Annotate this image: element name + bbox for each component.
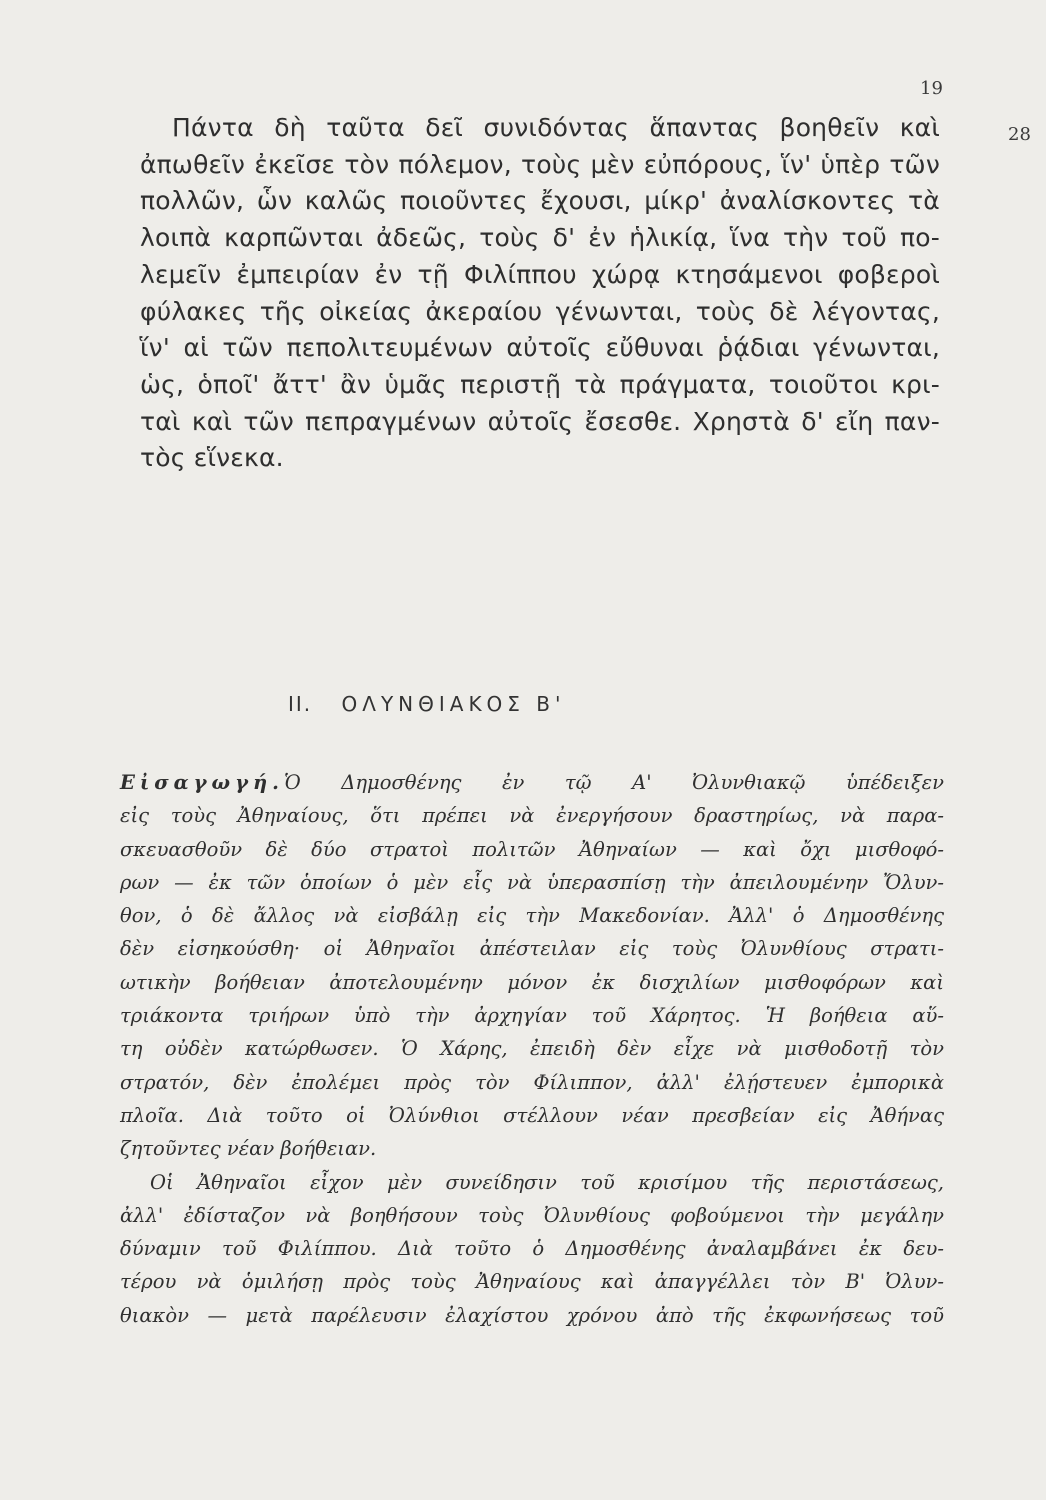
text-line: πλοῖα. Διὰ τοῦτο οἱ Ὀλύνθιοι στέλλουν νέαν πρεσβείαν εἰς Ἀθήνας: [120, 1103, 944, 1127]
text-line: Πάντα δὴ ταῦτα δεῖ συνιδόντας ἅπαντας βοηθεῖν καὶ: [172, 113, 940, 142]
text-line: δὲν εἰσηκούσθη· οἱ Ἀθηναῖοι ἀπέστειλαν εἰς τοὺς Ὀλυνθίους στρατι-: [120, 937, 944, 961]
section-numeral: II.: [288, 692, 313, 716]
text-line: τὸς εἵνεκα.: [140, 443, 284, 473]
intro-first-line: [120, 766, 944, 799]
text-line: στρατόν, δὲν ἐπολέμει πρὸς τὸν Φίλιππον, ἀλλ' ἐλῄστευεν ἐμπορικὰ: [120, 1070, 944, 1094]
text-line: εἰς τοὺς Ἀθηναίους, ὅτι πρέπει νὰ ἐνεργήσουν δραστηρίως, νὰ παρα-: [120, 804, 944, 828]
text-line: τέρου νὰ ὁμιλήσῃ πρὸς τοὺς Ἀθηναίους καὶ ἀπαγγέλλει τὸν Β' Ὀλυν-: [120, 1270, 944, 1294]
text-line: ρων — ἐκ τῶν ὁποίων ὁ μὲν εἷς νὰ ὑπερασπίσῃ τὴν ἀπειλουμένην Ὄλυν-: [120, 870, 944, 894]
intro-lead-word: Εἰσαγωγή.: [120, 771, 284, 794]
page-number: 19: [920, 78, 943, 99]
margin-line-number: 28: [1008, 124, 1031, 145]
text-line: τριάκοντα τριήρων ὑπὸ τὴν ἀρχηγίαν τοῦ Χάρητος. Ἡ βοήθεια αὕ-: [120, 1004, 944, 1028]
section-title: ΟΛΥΝΘΙΑΚΟΣ Β': [341, 692, 566, 716]
text-line: σκευασθοῦν δὲ δύο στρατοὶ πολιτῶν Ἀθηναίων — καὶ ὄχι μισθοφό-: [120, 837, 944, 861]
text-line: ωτικὴν βοήθειαν ἀποτελουμένην μόνον ἐκ δισχιλίων μισθοφόρων καὶ: [120, 970, 944, 994]
text-line: θον, ὁ δὲ ἄλλος νὰ εἰσβάλῃ εἰς τὴν Μακεδονίαν. Ἀλλ' ὁ Δημοσθένης: [120, 904, 944, 928]
text-line: τη οὐδὲν κατώρθωσεν. Ὁ Χάρης, ἐπειδὴ δὲν εἶχε νὰ μισθοδοτῇ τὸν: [120, 1037, 944, 1061]
section-heading: [288, 692, 888, 716]
text-line: λοιπὰ καρπῶνται ἀδεῶς, τοὺς δ' ἐν ἡλικίᾳ, ἵνα τὴν τοῦ πο-: [140, 223, 940, 253]
intro-first-line-rest: Ὁ Δημοσθένης ἐν τῷ Α' Ὀλυνθιακῷ ὑπέδειξεν: [283, 771, 944, 794]
text-line: ἵν' αἱ τῶν πεπολιτευμένων αὐτοῖς εὔθυναι ῥᾴδιαι γένωνται,: [140, 333, 940, 363]
text-line: ἀπωθεῖν ἐκεῖσε τὸν πόλεμον, τοὺς μὲν εὐπόρους, ἵν' ὑπὲρ τῶν: [140, 149, 940, 179]
text-line: ζητοῦντες νέαν βοήθειαν.: [120, 1137, 377, 1161]
text-line: ταὶ καὶ τῶν πεπραγμένων αὐτοῖς ἔσεσθε. Χρηστὰ δ' εἴη παν-: [140, 406, 940, 436]
text-line: δύναμιν τοῦ Φιλίππου. Διὰ τοῦτο ὁ Δημοσθένης ἀναλαμβάνει ἐκ δευ-: [120, 1237, 944, 1261]
text-line: ὡς, ὁποῖ' ἄττ' ἂν ὑμᾶς περιστῇ τὰ πράγματα, τοιοῦτοι κρι-: [140, 369, 940, 399]
greek-original-text: [140, 110, 940, 477]
text-line: πολλῶν, ὧν καλῶς ποιοῦντες ἔχουσι, μίκρ' ἀναλίσκοντες τὰ: [140, 186, 940, 216]
text-line: λεμεῖν ἐμπειρίαν ἐν τῇ Φιλίππου χώρᾳ κτησάμενοι φοβεροὶ: [140, 259, 940, 289]
text-line: Οἱ Ἀθηναῖοι εἶχον μὲν συνείδησιν τοῦ κρισίμου τῆς περιστάσεως,: [150, 1170, 944, 1194]
text-line: θιακὸν — μετὰ παρέλευσιν ἐλαχίστου χρόνου ἀπὸ τῆς ἐκφωνήσεως τοῦ: [120, 1303, 944, 1327]
text-line: ἀλλ' ἐδίσταζον νὰ βοηθήσουν τοὺς Ὀλυνθίους φοβούμενοι τὴν μεγάλην: [120, 1203, 944, 1227]
text-line: φύλακες τῆς οἰκείας ἀκεραίου γένωνται, τοὺς δὲ λέγοντας,: [140, 296, 940, 326]
introduction-text: [120, 766, 944, 1332]
